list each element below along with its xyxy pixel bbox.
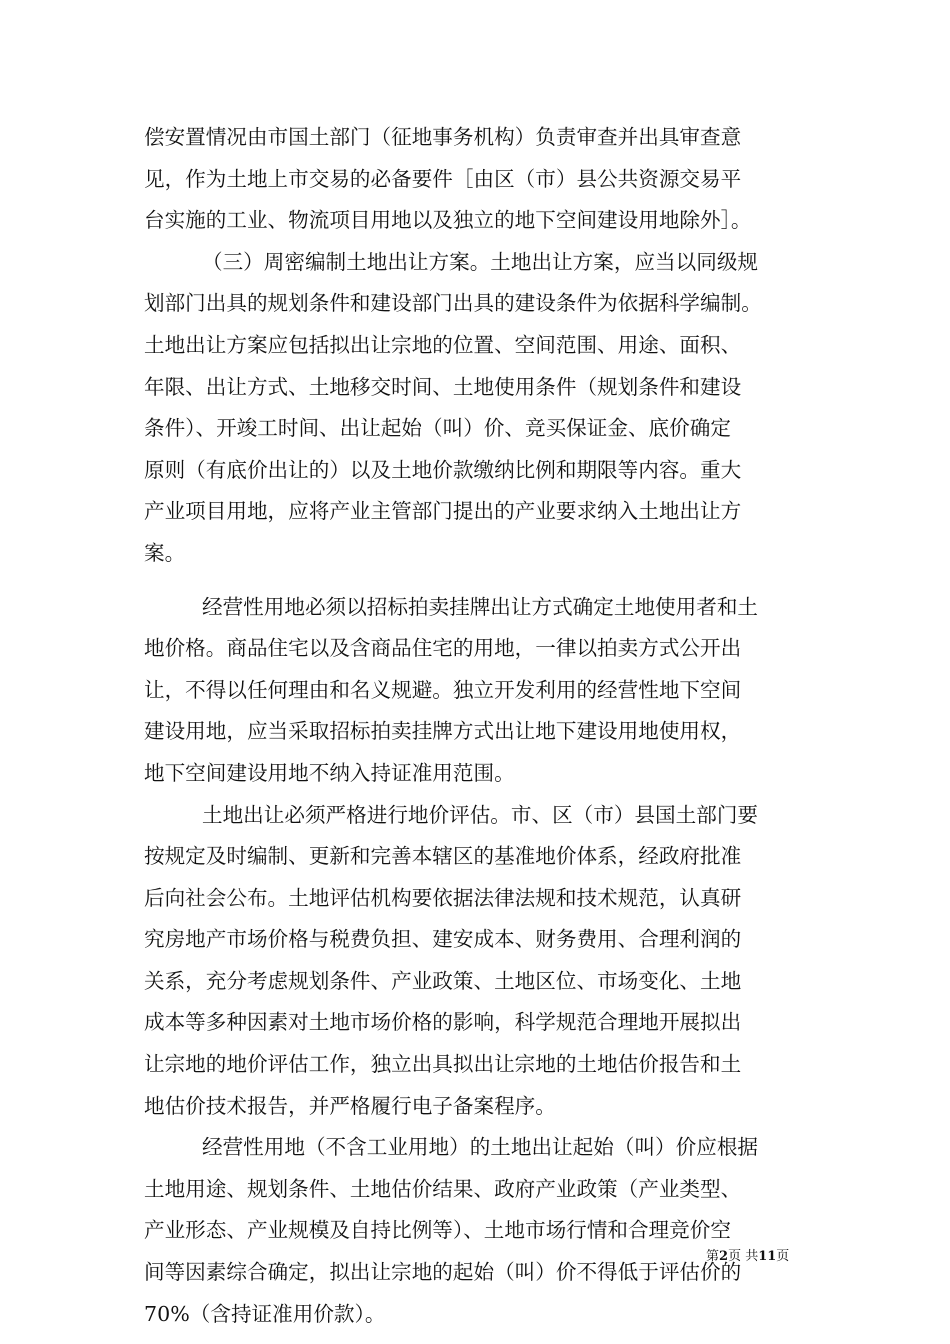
paragraph-3	[144, 587, 816, 795]
text-line: 间等因素综合确定，拟出让宗地的起始（叫）价不得低于评估价的	[144, 1260, 742, 1285]
page-number-footer	[706, 1249, 789, 1265]
current-page-number: 2	[719, 1249, 729, 1264]
text-line: 原则（有底价出让的）以及土地价款缴纳比例和期限等内容。重大	[144, 457, 742, 482]
footer-prefix: 第	[706, 1249, 720, 1264]
text-line: 让宗地的地价评估工作，独立出具拟出让宗地的土地估价报告和土	[144, 1052, 742, 1077]
text-line: 台实施的工业、物流项目用地以及独立的地下空间建设用地除外］。	[144, 208, 752, 233]
text-line: 按规定及时编制、更新和完善本辖区的基准地价体系，经政府批准	[144, 844, 742, 869]
text-line: 成本等多种因素对土地市场价格的影响，科学规范合理地开展拟出	[144, 1010, 742, 1035]
footer-middle: 页 共	[728, 1249, 759, 1264]
text-line: 产业形态、产业规模及自持比例等）、土地市场行情和合理竞价空	[144, 1218, 731, 1243]
body-text	[144, 117, 816, 1335]
text-line: 产业项目用地，应将产业主管部门提出的产业要求纳入土地出让方	[144, 499, 742, 524]
text-line: 划部门出具的规划条件和建设部门出具的建设条件为依据科学编制。	[144, 291, 762, 316]
paragraph-1	[144, 117, 816, 242]
text-line: 地估价技术报告，并严格履行电子备案程序。	[144, 1093, 556, 1118]
text-line: 偿安置情况由市国土部门（征地事务机构）负责审查并出具审查意	[144, 125, 742, 149]
text-line: 土地用途、规划条件、土地估价结果、政府产业政策（产业类型、	[144, 1176, 742, 1201]
text-line: 后向社会公布。土地评估机构要依据法律法规和技术规范，认真研	[144, 885, 742, 910]
text-line: 让，不得以任何理由和名义规避。独立开发利用的经营性地下空间	[144, 677, 742, 702]
text-line: 经营性用地（不含工业用地）的土地出让起始（叫）价应根据	[202, 1135, 759, 1160]
text-line: 见，作为土地上市交易的必备要件［由区（市）县公共资源交易平	[144, 166, 742, 191]
paragraph-4	[144, 795, 816, 1128]
text-line: 条件）、开竣工时间、出让起始（叫）价、竞买保证金、底价确定	[144, 416, 731, 441]
text-line: 关系，充分考虑规划条件、产业政策、土地区位、市场变化、土地	[144, 968, 742, 993]
total-pages-number: 11	[758, 1249, 777, 1264]
text-line: 究房地产市场价格与税费负担、建安成本、财务费用、合理利润的	[144, 927, 742, 952]
text-line: 经营性用地必须以招标拍卖挂牌出让方式确定土地使用者和土	[202, 594, 759, 619]
footer-suffix: 页	[776, 1249, 790, 1264]
text-line: 案。	[144, 540, 186, 565]
text-line: 地价格。商品住宅以及含商品住宅的用地，一律以拍卖方式公开出	[144, 636, 742, 661]
text-line: 土地出让必须严格进行地价评估。市、区（市）县国土部门要	[202, 802, 759, 827]
text-line: 年限、出让方式、土地移交时间、土地使用条件（规划条件和建设	[144, 374, 742, 399]
text-line: 地下空间建设用地不纳入持证准用范围。	[144, 760, 515, 785]
text-line: 70%（含持证准用价款）。	[144, 1301, 386, 1326]
paragraph-2	[144, 242, 816, 575]
text-line: （三）周密编制土地出让方案。土地出让方案，应当以同级规	[202, 249, 759, 274]
paragraph-5	[144, 1127, 816, 1335]
text-line: 土地出让方案应包括拟出让宗地的位置、空间范围、用途、面积、	[144, 332, 742, 357]
text-line: 建设用地，应当采取招标拍卖挂牌方式出让地下建设用地使用权，	[144, 719, 742, 744]
